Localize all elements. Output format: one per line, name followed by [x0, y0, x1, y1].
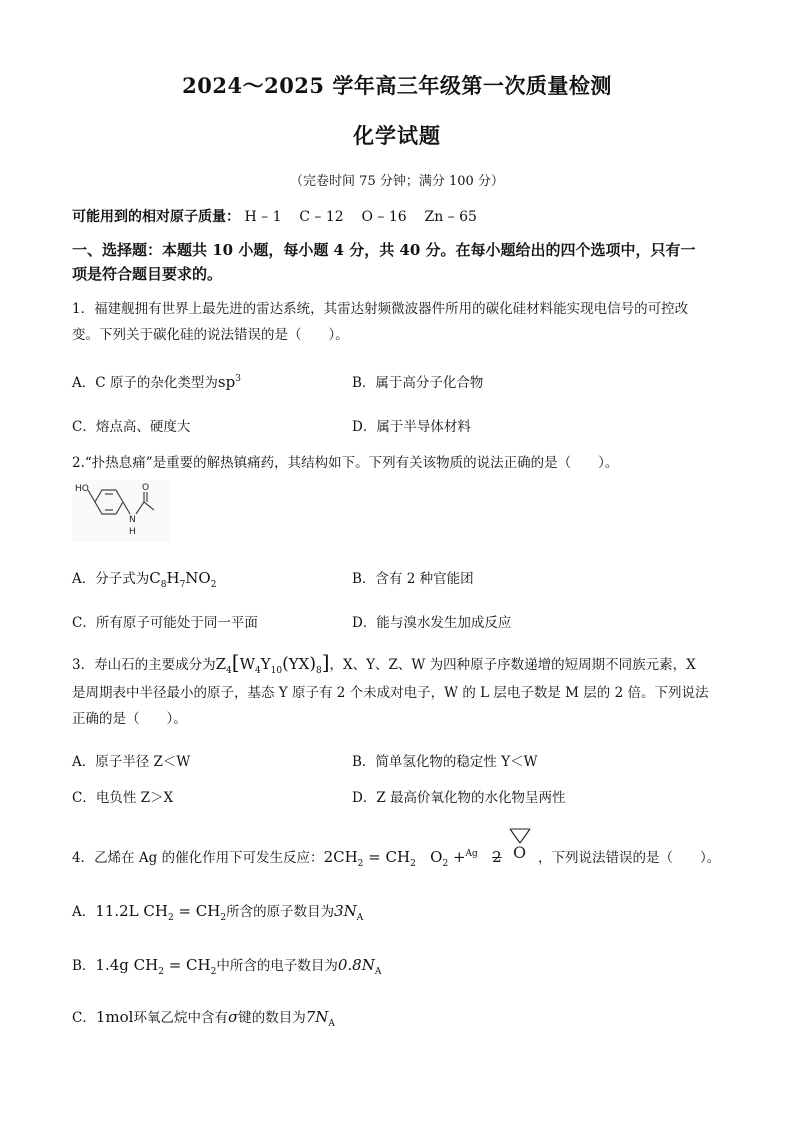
- q4-option-a-expr: 11.2L $CH_2 = CH_2$: [95, 902, 227, 923]
- epoxide-ring-image: [505, 825, 535, 861]
- q4-option-c-expr: 1mol: [95, 1008, 134, 1026]
- q3-stem-line3: 正确的是（ ）。: [72, 711, 187, 727]
- q1-option-c: C．熔点高、硬度大: [72, 419, 191, 435]
- q4-option-a: A．11.2L $CH_2 = CH_2$所含的原子数目为$3N_A$: [72, 902, 364, 923]
- formula-shoushan: $Z_4[W_4Y_{10}(YX)_8]$: [215, 650, 330, 676]
- subject-title: 化学试题: [353, 123, 441, 148]
- question-2-stem: 2.“扑热息痛”是重要的解热镇痛药，其结构如下。下列有关该物质的说法正确的是（ ）。: [72, 455, 619, 471]
- q3-option-a: A．原子半径 Z＜W: [72, 754, 191, 770]
- q3-stem-suffix: ，X、Y、Z、W 为四种原子序数递增的短周期不同族元素，X: [329, 657, 696, 673]
- h-label: H: [129, 527, 136, 537]
- section-heading-line1: 一、选择题：本题共 10 小题，每小题 4 分，共 40 分。在每小题给出的四个选项中，只有一: [72, 241, 696, 259]
- q4-option-c: C．1mol环氧乙烷中含有σ键的数目为$7N_A$: [72, 1008, 335, 1029]
- q4-option-b-expr: 1.4g $CH_2 = CH_2$: [95, 956, 217, 977]
- atomic-masses-label: 可能用到的相对原子质量：: [72, 209, 240, 225]
- q4-stem-suffix: ，下列说法错误的是（ ）。: [538, 850, 721, 866]
- q3-option-b: B．简单氢化物的稳定性 Y＜W: [352, 754, 538, 770]
- atomic-masses: [72, 206, 477, 226]
- nh-bond: [123, 502, 130, 514]
- amide-bond: [136, 502, 144, 514]
- q1-option-a-text: A．C 原子的杂化类型为: [72, 375, 218, 391]
- q3-option-d: D．Z 最高价氧化物的水化物呈两性: [352, 790, 566, 806]
- q1-option-b: B．属于高分子化合物: [352, 375, 484, 391]
- ho-bond: [88, 490, 95, 502]
- q2-option-c: C．所有原子可能处于同一平面: [72, 615, 258, 631]
- section-heading-line2: 项是符合题目要求的。: [72, 265, 223, 283]
- q2-option-b: B．含有 2 种官能团: [352, 571, 474, 587]
- epoxide-o-label: O: [513, 843, 527, 861]
- section-heading: [72, 238, 722, 286]
- question-4-stem: [72, 846, 502, 869]
- q1-option-a-sup: 3: [235, 374, 241, 384]
- reaction-equation: $2CH_2 = CH_2$ $O_2 +^{Ag}$ 2: [323, 848, 502, 869]
- q4-option-c-value: $7N_A$: [305, 1008, 335, 1029]
- q4-option-b-value: $0.8N_A$: [337, 956, 382, 977]
- methyl-bond: [144, 502, 154, 510]
- exam-title: 2024～2025 学年高三年级第一次质量检测: [182, 73, 612, 98]
- q1-stem-line2: 变。下列关于碳化硅的说法错误的是（ ）。: [72, 327, 349, 343]
- q2-option-d: D．能与溴水发生加成反应: [352, 615, 512, 631]
- q1-option-a: [72, 371, 241, 391]
- q3-stem-line2: 是周期表中半径最小的原子，基态 Y 原子有 2 个未成对电子，W 的 L 层电子数是 M 层的 2 倍。下列说法: [72, 685, 709, 701]
- question-1-stem: [72, 296, 722, 348]
- q2-option-a: [72, 567, 217, 590]
- q2-option-a-text: A．分子式为: [72, 571, 150, 587]
- q3-option-c: C．电负性 Z＞X: [72, 790, 174, 806]
- n-label: N: [129, 515, 136, 525]
- ho-label: HO: [75, 484, 89, 494]
- sigma-symbol: σ: [227, 1008, 239, 1026]
- question-3-stem: [72, 649, 722, 732]
- exam-info: （完卷时间 75 分钟；满分 100 分）: [290, 174, 504, 189]
- q4-option-a-value: $3N_A$: [334, 902, 364, 923]
- q4-option-b: B．1.4g $CH_2 = CH_2$中所含的电子数目为$0.8N_A$: [72, 956, 382, 977]
- o-label: O: [142, 483, 150, 493]
- q3-stem-prefix: 3．寿山石的主要成分为: [72, 657, 216, 673]
- q4-stem-prefix: 4．乙烯在 Ag 的催化作用下可发生反应：: [72, 850, 324, 866]
- atomic-masses-values: H – 1 C – 12 O – 16 Zn – 65: [244, 209, 477, 225]
- formula-c8h7no2: $C_8H_7NO_2$: [149, 569, 217, 590]
- q3-stem-line1: [72, 649, 722, 680]
- paracetamol-structure-image: [72, 480, 170, 542]
- q1-stem-line1: 1．福建舰拥有世界上最先进的雷达系统，其雷达射频微波器件所用的碳化硅材料能实现电信号的可控改: [72, 301, 689, 317]
- q1-option-a-chem: sp: [217, 373, 236, 391]
- q1-option-d: D．属于半导体材料: [352, 419, 471, 435]
